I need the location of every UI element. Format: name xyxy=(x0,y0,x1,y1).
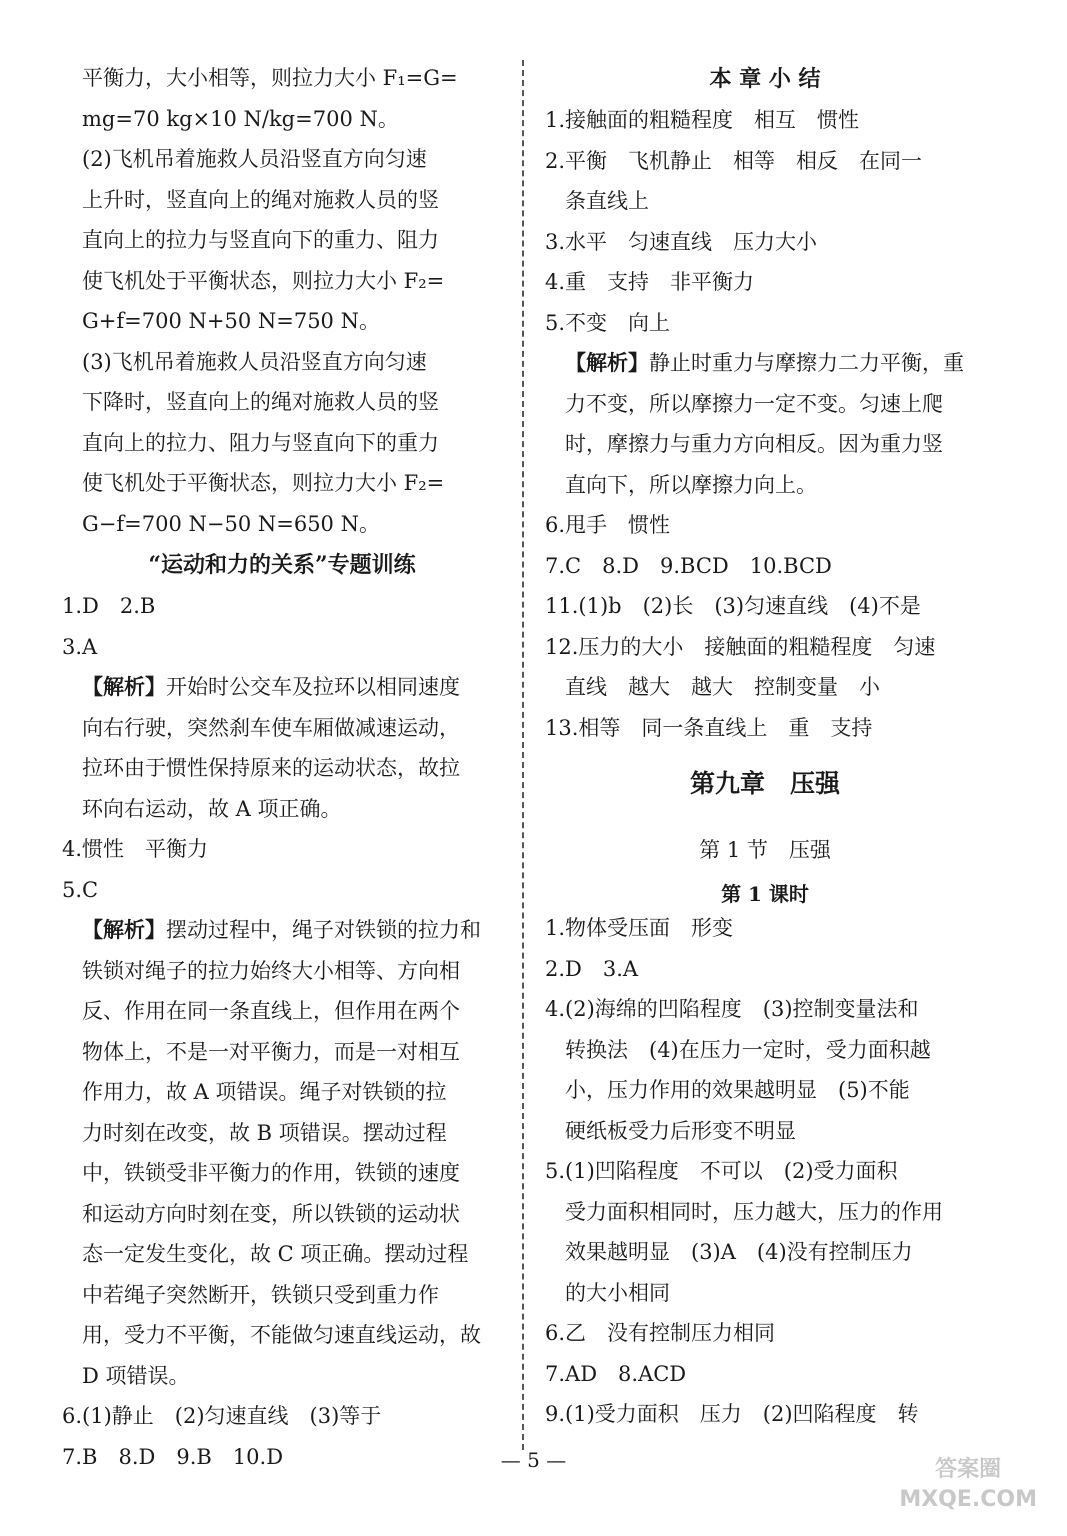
line-text: 第 1 节 压强 xyxy=(699,838,831,862)
line-text: 7.C 8.D 9.BCD 10.BCD xyxy=(545,553,832,578)
line-text: G+f=700 N+50 N=750 N。 xyxy=(82,309,380,333)
text-line xyxy=(545,1354,985,1395)
line-text: mg=70 kg×10 N/kg=700 N。 xyxy=(82,106,399,131)
line-text: 条直线上 xyxy=(565,189,649,213)
watermark-text: 答案圈 xyxy=(935,1457,1002,1482)
line-text: 本 章 小 结 xyxy=(709,66,821,92)
line-text: “运动和力的关系”专题训练 xyxy=(148,552,416,578)
text-line xyxy=(545,667,985,708)
line-text: 直向上的拉力、阻力与竖直向下的重力 xyxy=(82,430,439,455)
line-text: 反、作用在同一条直线上，但作用在两个 xyxy=(82,999,460,1023)
line-text: 2.D 3.A xyxy=(545,956,639,981)
text-line xyxy=(545,586,985,627)
text-line xyxy=(62,586,502,627)
line-text: 1.物体受压面 形变 xyxy=(545,916,734,940)
watermark-url: MXQE.COM xyxy=(899,1487,1037,1512)
text-line xyxy=(62,301,502,342)
section-heading xyxy=(545,880,985,908)
section-heading xyxy=(62,544,502,586)
line-text: G−f=700 N−50 N=650 N。 xyxy=(82,511,380,536)
line-text: 力时刻在改变，故 B 项错误。摆动过程 xyxy=(82,1120,447,1145)
line-text: (3)飞机吊着施救人员沿竖直方向匀速 xyxy=(82,349,427,374)
line-text: 受力面积相同时，压力越大，压力的作用 xyxy=(565,1199,943,1224)
text-line xyxy=(545,222,985,263)
right-column xyxy=(545,58,985,1435)
line-text: 静止时重力与摩擦力二力平衡，重 xyxy=(649,351,964,375)
line-text: 13.相等 同一条直线上 重 支持 xyxy=(545,715,873,740)
text-line xyxy=(545,1030,985,1071)
text-line xyxy=(62,261,502,302)
line-text: 使飞机处于平衡状态，则拉力大小 F₂= xyxy=(82,268,445,293)
column-divider xyxy=(522,60,524,1450)
line-text: 5.不变 向上 xyxy=(545,310,671,335)
line-text: 第 1 课时 xyxy=(721,882,809,906)
text-line xyxy=(62,1234,502,1275)
line-text: 时，摩擦力与重力方向相反。因为重力竖 xyxy=(565,432,943,456)
text-line xyxy=(62,1153,502,1194)
line-text: 下降时，竖直向上的绳对施救人员的竖 xyxy=(82,390,439,414)
line-text: 直线 越大 越大 控制变量 小 xyxy=(565,675,880,699)
text-line xyxy=(545,1192,985,1233)
line-text: 作用力，故 A 项错误。绳子对铁锁的拉 xyxy=(82,1080,447,1104)
text-line xyxy=(62,910,502,951)
analysis-tag: 【解析】 xyxy=(82,674,166,699)
text-line xyxy=(545,303,985,344)
analysis-tag: 【解析】 xyxy=(565,350,649,375)
line-text: 7.B 8.D 9.B 10.D xyxy=(62,1444,284,1469)
line-text: 效果越明显 (3)A (4)没有控制压力 xyxy=(565,1240,913,1264)
line-text: 1.接触面的粗糙程度 相互 惯性 xyxy=(545,108,860,132)
page-number: — 5 — xyxy=(500,1448,567,1472)
line-text: 和运动方向时刻在变，所以铁锁的运动状 xyxy=(82,1201,460,1226)
text-line xyxy=(545,141,985,182)
text-line xyxy=(62,667,502,708)
line-text: 向右行驶，突然刹车使车厢做减速运动， xyxy=(82,715,460,740)
line-text: 转换法 (4)在压力一定时，受力面积越 xyxy=(565,1037,931,1062)
line-text: 9.(1)受力面积 压力 (2)凹陷程度 转 xyxy=(545,1402,919,1426)
text-line xyxy=(545,1070,985,1111)
text-line xyxy=(62,748,502,789)
text-line xyxy=(545,262,985,303)
text-line xyxy=(545,1232,985,1273)
line-text: 5.C xyxy=(62,877,99,902)
line-text: 拉环由于惯性保持原来的运动状态，故拉 xyxy=(82,756,460,780)
left-column xyxy=(62,58,502,1477)
text-line xyxy=(545,627,985,668)
line-text: 2.平衡 飞机静止 相等 相反 在同一 xyxy=(545,148,923,173)
line-text: 上升时，竖直向上的绳对施救人员的竖 xyxy=(82,187,439,212)
text-line xyxy=(62,99,502,140)
text-line xyxy=(545,546,985,587)
text-line xyxy=(62,1396,502,1437)
text-line xyxy=(62,139,502,180)
line-text: 中，铁锁受非平衡力的作用，铁锁的速度 xyxy=(82,1161,460,1185)
line-text: 6.甩手 惯性 xyxy=(545,513,671,537)
text-line xyxy=(62,1356,502,1397)
line-text: 3.A xyxy=(62,634,98,659)
text-line xyxy=(545,1111,985,1152)
text-line xyxy=(545,343,985,384)
section-heading xyxy=(545,58,985,100)
line-text: 4.重 支持 非平衡力 xyxy=(545,270,755,294)
analysis-tag: 【解析】 xyxy=(82,917,166,942)
text-line xyxy=(62,1072,502,1113)
text-line xyxy=(62,504,502,545)
line-text: 开始时公交车及拉环以相同速度 xyxy=(166,675,460,699)
line-text: 5.(1)凹陷程度 不可以 (2)受力面积 xyxy=(545,1159,898,1183)
text-line xyxy=(62,342,502,383)
text-line xyxy=(62,423,502,464)
text-line xyxy=(545,505,985,546)
line-text: 平衡力，大小相等，则拉力大小 F₁=G= xyxy=(82,66,458,90)
text-line xyxy=(545,1273,985,1314)
line-text: D 项错误。 xyxy=(82,1363,190,1388)
text-line xyxy=(62,870,502,911)
watermark xyxy=(899,1455,1037,1515)
text-line xyxy=(62,58,502,99)
text-line xyxy=(545,949,985,990)
line-text: 物体上，不是一对平衡力，而是一对相互 xyxy=(82,1039,460,1064)
text-line xyxy=(62,1315,502,1356)
text-line xyxy=(545,100,985,141)
line-text: 铁锁对绳子的拉力始终大小相等、方向相 xyxy=(82,958,460,983)
text-line xyxy=(62,708,502,749)
text-line xyxy=(545,708,985,749)
text-line xyxy=(62,180,502,221)
line-text: 中若绳子突然断开，铁锁只受到重力作 xyxy=(82,1282,439,1307)
line-text: 1.D 2.B xyxy=(62,594,156,618)
line-text: 第九章 压强 xyxy=(689,769,840,798)
line-text: 4.惯性 平衡力 xyxy=(62,837,209,861)
text-line xyxy=(62,991,502,1032)
line-text: 直向下，所以摩擦力向上。 xyxy=(565,472,817,497)
line-text: 力不变，所以摩擦力一定不变。匀速上爬 xyxy=(565,391,943,416)
line-text: 硬纸板受力后形变不明显 xyxy=(565,1118,796,1143)
text-line xyxy=(62,829,502,870)
text-line xyxy=(62,789,502,830)
line-text: 直向上的拉力与竖直向下的重力、阻力 xyxy=(82,228,439,252)
line-text: 的大小相同 xyxy=(565,1280,670,1305)
text-line xyxy=(62,951,502,992)
text-line xyxy=(62,627,502,668)
text-line xyxy=(62,1275,502,1316)
text-line xyxy=(62,220,502,261)
line-text: 4.(2)海绵的凹陷程度 (3)控制变量法和 xyxy=(545,997,919,1021)
line-text: 环向右运动，故 A 项正确。 xyxy=(82,796,342,821)
text-line xyxy=(62,1032,502,1073)
text-line xyxy=(545,181,985,222)
line-text: 态一定发生变化，故 C 项正确。摆动过程 xyxy=(82,1242,469,1266)
text-line xyxy=(62,382,502,423)
text-line xyxy=(62,1194,502,1235)
text-line xyxy=(545,908,985,949)
text-line xyxy=(545,424,985,465)
line-text: 小，压力作用的效果越明显 (5)不能 xyxy=(565,1078,910,1102)
text-line xyxy=(62,463,502,504)
text-line xyxy=(545,465,985,506)
line-text: 3.水平 匀速直线 压力大小 xyxy=(545,229,818,254)
section-heading xyxy=(545,820,985,880)
line-text: 用，受力不平衡，不能做匀速直线运动，故 xyxy=(82,1323,481,1347)
section-heading xyxy=(545,748,985,820)
line-text: 使飞机处于平衡状态，则拉力大小 F₂= xyxy=(82,471,445,495)
text-line xyxy=(545,1394,985,1435)
line-text: 12.压力的大小 接触面的粗糙程度 匀速 xyxy=(545,634,936,659)
line-text: 摆动过程中，绳子对铁锁的拉力和 xyxy=(166,918,481,942)
line-text: 6.(1)静止 (2)匀速直线 (3)等于 xyxy=(62,1404,382,1428)
line-text: 11.(1)b (2)长 (3)匀速直线 (4)不是 xyxy=(545,594,921,618)
text-line xyxy=(545,384,985,425)
text-line xyxy=(545,1151,985,1192)
text-line xyxy=(545,989,985,1030)
text-line xyxy=(545,1313,985,1354)
line-text: 6.乙 没有控制压力相同 xyxy=(545,1321,776,1345)
line-text: 7.AD 8.ACD xyxy=(545,1361,687,1386)
text-line xyxy=(62,1113,502,1154)
line-text: (2)飞机吊着施救人员沿竖直方向匀速 xyxy=(82,147,427,171)
